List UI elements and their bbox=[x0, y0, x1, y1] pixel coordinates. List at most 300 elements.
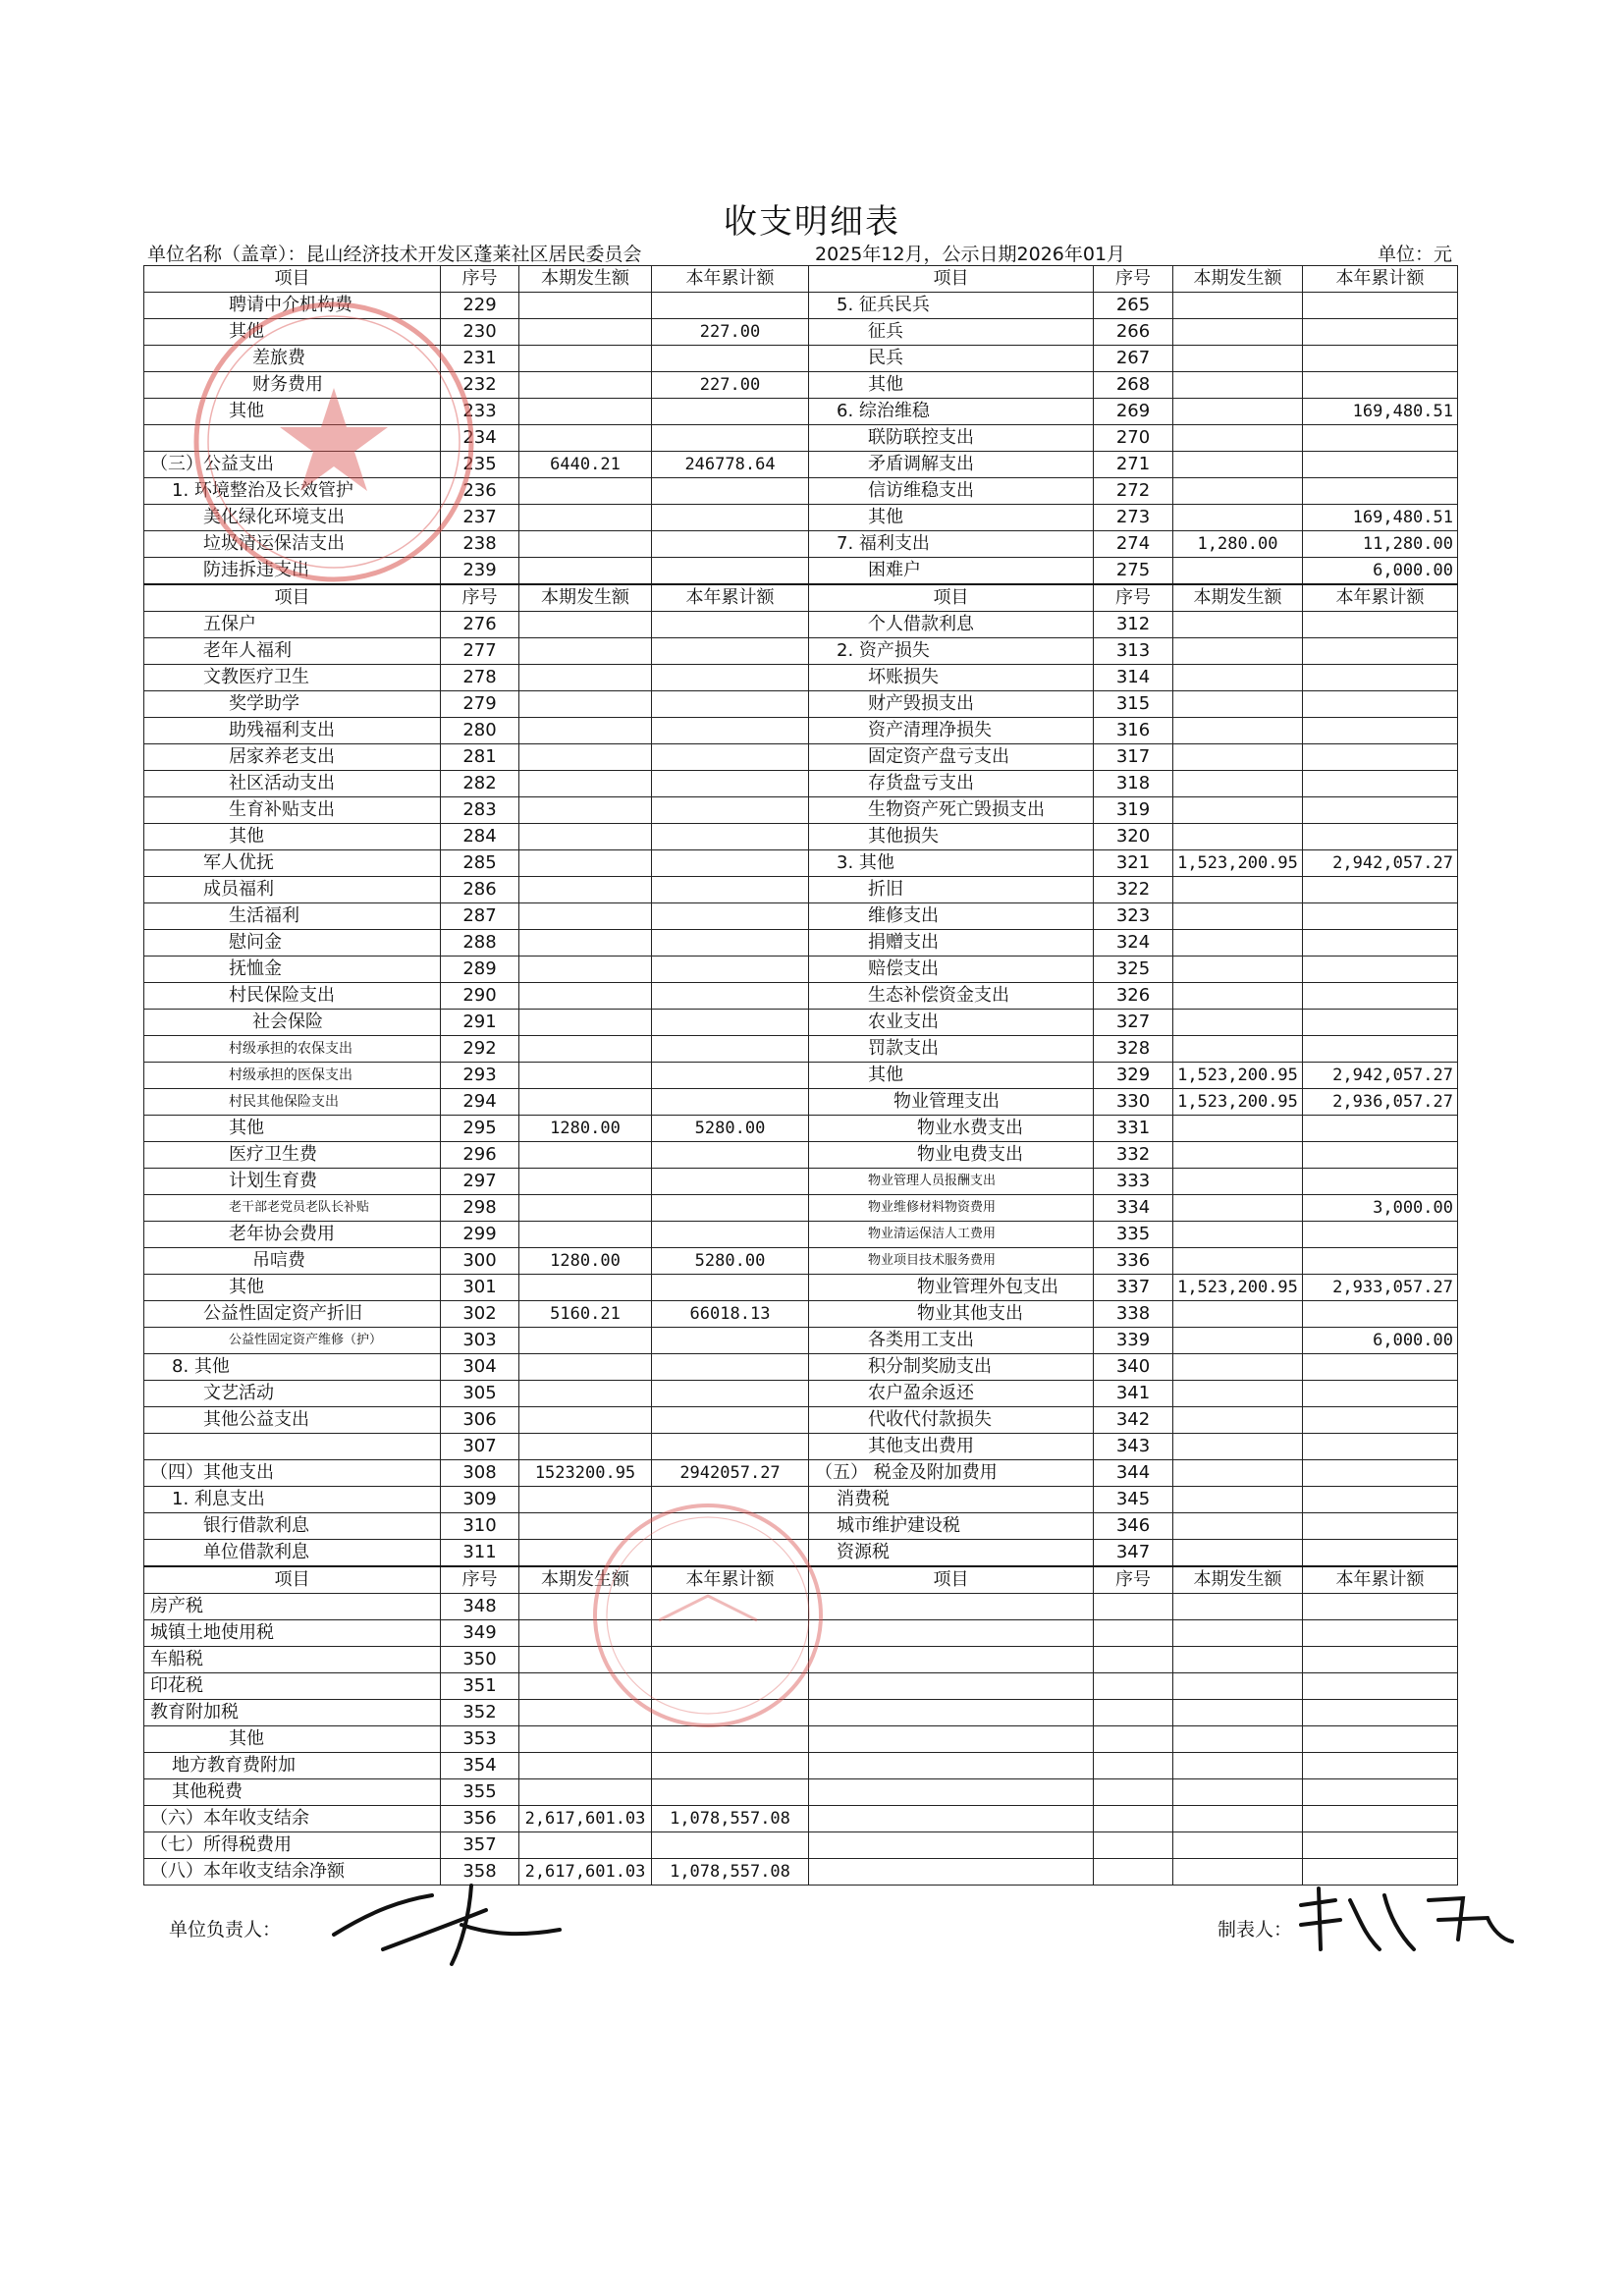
current-amount bbox=[1173, 1620, 1303, 1647]
item-number: 320 bbox=[1094, 824, 1173, 850]
item-name: 坏账损失 bbox=[809, 665, 1094, 691]
annual-amount bbox=[652, 1142, 809, 1169]
item-number: 336 bbox=[1094, 1248, 1173, 1275]
table-row bbox=[144, 1354, 1458, 1381]
item-name: 地方教育费附加 bbox=[144, 1753, 441, 1779]
item-number: 284 bbox=[441, 824, 519, 850]
item-name: 积分制奖励支出 bbox=[809, 1354, 1094, 1381]
item-number: 271 bbox=[1094, 452, 1173, 478]
annual-amount bbox=[652, 1434, 809, 1460]
annual-amount: 169,480.51 bbox=[1303, 505, 1458, 531]
current-amount: 1280.00 bbox=[519, 1116, 652, 1142]
current-amount bbox=[519, 319, 652, 346]
item-number bbox=[1094, 1700, 1173, 1726]
annual-amount bbox=[1303, 771, 1458, 797]
item-name: 折旧 bbox=[809, 877, 1094, 903]
table-row bbox=[144, 1116, 1458, 1142]
annual-amount bbox=[652, 1753, 809, 1779]
column-header: 本期发生额 bbox=[1173, 1566, 1303, 1594]
item-number: 234 bbox=[441, 425, 519, 452]
item-number: 337 bbox=[1094, 1275, 1173, 1301]
column-header: 序号 bbox=[1094, 1566, 1173, 1594]
item-number: 328 bbox=[1094, 1036, 1173, 1063]
annual-amount: 246778.64 bbox=[652, 452, 809, 478]
annual-amount bbox=[1303, 1620, 1458, 1647]
item-name: 个人借款利息 bbox=[809, 612, 1094, 638]
annual-amount: 2,942,057.27 bbox=[1303, 850, 1458, 877]
current-amount bbox=[519, 638, 652, 665]
item-name: 物业管理支出 bbox=[809, 1089, 1094, 1116]
current-amount bbox=[519, 1063, 652, 1089]
table-row bbox=[144, 1434, 1458, 1460]
item-number: 354 bbox=[441, 1753, 519, 1779]
item-name: 捐赠支出 bbox=[809, 930, 1094, 957]
annual-amount bbox=[652, 771, 809, 797]
annual-amount bbox=[652, 957, 809, 983]
item-name: （四）其他支出 bbox=[144, 1460, 441, 1487]
item-name: 村民保险支出 bbox=[144, 983, 441, 1010]
current-amount bbox=[519, 1354, 652, 1381]
item-number: 275 bbox=[1094, 558, 1173, 585]
current-amount bbox=[1173, 1806, 1303, 1832]
item-name bbox=[809, 1647, 1094, 1673]
annual-amount: 2,942,057.27 bbox=[1303, 1063, 1458, 1089]
item-name: 其他 bbox=[144, 1116, 441, 1142]
table-row bbox=[144, 957, 1458, 983]
item-number: 333 bbox=[1094, 1169, 1173, 1195]
item-name: 1. 利息支出 bbox=[144, 1487, 441, 1513]
item-name: 维修支出 bbox=[809, 903, 1094, 930]
item-number: 343 bbox=[1094, 1434, 1173, 1460]
current-amount bbox=[1173, 744, 1303, 771]
annual-amount bbox=[652, 505, 809, 531]
annual-amount bbox=[1303, 1832, 1458, 1859]
item-number: 311 bbox=[441, 1540, 519, 1567]
current-amount bbox=[519, 1673, 652, 1700]
item-name: 差旅费 bbox=[144, 346, 441, 372]
annual-amount bbox=[1303, 452, 1458, 478]
current-amount bbox=[519, 1089, 652, 1116]
item-name: 老干部老党员老队长补贴 bbox=[144, 1195, 441, 1222]
annual-amount bbox=[1303, 1859, 1458, 1886]
item-number: 332 bbox=[1094, 1142, 1173, 1169]
column-header: 序号 bbox=[441, 266, 519, 293]
item-number: 231 bbox=[441, 346, 519, 372]
current-amount: 2,617,601.03 bbox=[519, 1859, 652, 1886]
current-amount bbox=[1173, 903, 1303, 930]
item-number bbox=[1094, 1832, 1173, 1859]
column-header: 序号 bbox=[1094, 266, 1173, 293]
table-row bbox=[144, 1620, 1458, 1647]
item-name: 生物资产死亡毁损支出 bbox=[809, 797, 1094, 824]
item-number: 296 bbox=[441, 1142, 519, 1169]
current-amount bbox=[519, 1832, 652, 1859]
current-amount bbox=[519, 1195, 652, 1222]
item-number bbox=[1094, 1859, 1173, 1886]
annual-amount: 5280.00 bbox=[652, 1116, 809, 1142]
item-name: （三）公益支出 bbox=[144, 452, 441, 478]
item-name: 矛盾调解支出 bbox=[809, 452, 1094, 478]
annual-amount bbox=[1303, 425, 1458, 452]
item-number: 329 bbox=[1094, 1063, 1173, 1089]
current-amount bbox=[1173, 612, 1303, 638]
table-row bbox=[144, 1195, 1458, 1222]
item-name: 文教医疗卫生 bbox=[144, 665, 441, 691]
table-row bbox=[144, 903, 1458, 930]
column-header: 本期发生额 bbox=[519, 584, 652, 612]
item-number: 346 bbox=[1094, 1513, 1173, 1540]
current-amount bbox=[1173, 691, 1303, 718]
item-number: 341 bbox=[1094, 1381, 1173, 1407]
item-number bbox=[1094, 1620, 1173, 1647]
annual-amount bbox=[652, 1381, 809, 1407]
item-number: 277 bbox=[441, 638, 519, 665]
current-amount bbox=[519, 1540, 652, 1567]
annual-amount bbox=[1303, 877, 1458, 903]
current-amount bbox=[519, 718, 652, 744]
item-number: 236 bbox=[441, 478, 519, 505]
column-header: 项目 bbox=[809, 266, 1094, 293]
item-name: 成员福利 bbox=[144, 877, 441, 903]
current-amount: 1523200.95 bbox=[519, 1460, 652, 1487]
item-name: 美化绿化环境支出 bbox=[144, 505, 441, 531]
table-row bbox=[144, 665, 1458, 691]
current-amount bbox=[1173, 797, 1303, 824]
current-amount bbox=[1173, 293, 1303, 319]
annual-amount bbox=[652, 930, 809, 957]
current-amount: 5160.21 bbox=[519, 1301, 652, 1328]
item-name: 银行借款利息 bbox=[144, 1513, 441, 1540]
current-amount bbox=[519, 1036, 652, 1063]
item-number: 340 bbox=[1094, 1354, 1173, 1381]
item-number: 233 bbox=[441, 399, 519, 425]
annual-amount bbox=[652, 1647, 809, 1673]
item-number: 318 bbox=[1094, 771, 1173, 797]
column-header: 本年累计额 bbox=[1303, 584, 1458, 612]
item-number: 302 bbox=[441, 1301, 519, 1328]
annual-amount bbox=[1303, 372, 1458, 399]
column-header: 本年累计额 bbox=[1303, 266, 1458, 293]
column-header: 本期发生额 bbox=[519, 1566, 652, 1594]
item-number: 326 bbox=[1094, 983, 1173, 1010]
item-name: 城镇土地使用税 bbox=[144, 1620, 441, 1647]
item-name: 赔偿支出 bbox=[809, 957, 1094, 983]
current-amount bbox=[1173, 1460, 1303, 1487]
annual-amount bbox=[652, 1275, 809, 1301]
item-number: 334 bbox=[1094, 1195, 1173, 1222]
item-name: 印花税 bbox=[144, 1673, 441, 1700]
item-name: 物业其他支出 bbox=[809, 1301, 1094, 1328]
item-number: 229 bbox=[441, 293, 519, 319]
item-name: 其他 bbox=[809, 505, 1094, 531]
item-name: 资源税 bbox=[809, 1540, 1094, 1567]
item-number: 274 bbox=[1094, 531, 1173, 558]
item-number: 331 bbox=[1094, 1116, 1173, 1142]
current-amount bbox=[519, 1407, 652, 1434]
annual-amount bbox=[652, 665, 809, 691]
table-row bbox=[144, 1248, 1458, 1275]
item-number: 238 bbox=[441, 531, 519, 558]
item-name: 农户盈余返还 bbox=[809, 1381, 1094, 1407]
item-name: 物业维修材料物资费用 bbox=[809, 1195, 1094, 1222]
table-row bbox=[144, 1673, 1458, 1700]
current-amount bbox=[519, 372, 652, 399]
table-row bbox=[144, 1460, 1458, 1487]
item-name: 其他 bbox=[144, 1726, 441, 1753]
item-number: 315 bbox=[1094, 691, 1173, 718]
current-amount: 1,280.00 bbox=[1173, 531, 1303, 558]
current-amount: 1,523,200.95 bbox=[1173, 1063, 1303, 1089]
item-name: 村民其他保险支出 bbox=[144, 1089, 441, 1116]
annual-amount bbox=[652, 691, 809, 718]
item-number: 276 bbox=[441, 612, 519, 638]
annual-amount bbox=[652, 1010, 809, 1036]
item-number: 353 bbox=[441, 1726, 519, 1753]
current-amount bbox=[519, 558, 652, 585]
column-header: 本年累计额 bbox=[1303, 1566, 1458, 1594]
annual-amount bbox=[1303, 1407, 1458, 1434]
item-number: 239 bbox=[441, 558, 519, 585]
current-amount bbox=[1173, 1248, 1303, 1275]
table-row bbox=[144, 1513, 1458, 1540]
current-amount bbox=[1173, 452, 1303, 478]
table-row bbox=[144, 1806, 1458, 1832]
current-amount bbox=[1173, 1328, 1303, 1354]
annual-amount bbox=[1303, 1381, 1458, 1407]
current-amount bbox=[519, 1700, 652, 1726]
table-row bbox=[144, 425, 1458, 452]
current-amount bbox=[519, 1594, 652, 1620]
current-amount bbox=[519, 1513, 652, 1540]
item-number: 265 bbox=[1094, 293, 1173, 319]
item-name: （五） 税金及附加费用 bbox=[809, 1460, 1094, 1487]
current-amount bbox=[519, 425, 652, 452]
annual-amount: 227.00 bbox=[652, 319, 809, 346]
column-header-row bbox=[144, 266, 1458, 293]
annual-amount bbox=[652, 531, 809, 558]
current-amount bbox=[1173, 1753, 1303, 1779]
annual-amount bbox=[1303, 930, 1458, 957]
current-amount bbox=[1173, 1779, 1303, 1806]
table-row bbox=[144, 1036, 1458, 1063]
column-header: 项目 bbox=[144, 1566, 441, 1594]
annual-amount bbox=[1303, 691, 1458, 718]
annual-amount bbox=[1303, 1647, 1458, 1673]
item-number bbox=[1094, 1779, 1173, 1806]
annual-amount: 2942057.27 bbox=[652, 1460, 809, 1487]
item-number: 317 bbox=[1094, 744, 1173, 771]
item-number: 235 bbox=[441, 452, 519, 478]
item-number: 351 bbox=[441, 1673, 519, 1700]
current-amount bbox=[519, 1275, 652, 1301]
current-amount bbox=[519, 957, 652, 983]
item-number: 292 bbox=[441, 1036, 519, 1063]
annual-amount: 6,000.00 bbox=[1303, 558, 1458, 585]
annual-amount bbox=[652, 797, 809, 824]
item-name: 老年协会费用 bbox=[144, 1222, 441, 1248]
annual-amount bbox=[1303, 1169, 1458, 1195]
current-amount bbox=[1173, 1540, 1303, 1567]
item-name: 老年人福利 bbox=[144, 638, 441, 665]
column-header: 项目 bbox=[809, 584, 1094, 612]
current-amount bbox=[519, 478, 652, 505]
current-amount bbox=[519, 399, 652, 425]
annual-amount bbox=[1303, 665, 1458, 691]
current-amount bbox=[1173, 1169, 1303, 1195]
current-amount bbox=[519, 1487, 652, 1513]
table-row bbox=[144, 505, 1458, 531]
item-number: 237 bbox=[441, 505, 519, 531]
column-header: 项目 bbox=[144, 584, 441, 612]
item-name: 财务费用 bbox=[144, 372, 441, 399]
annual-amount bbox=[652, 346, 809, 372]
current-amount bbox=[519, 1726, 652, 1753]
item-number: 305 bbox=[441, 1381, 519, 1407]
item-name: 物业清运保洁人工费用 bbox=[809, 1222, 1094, 1248]
table-row bbox=[144, 1647, 1458, 1673]
annual-amount bbox=[1303, 903, 1458, 930]
current-amount bbox=[1173, 718, 1303, 744]
annual-amount bbox=[652, 1063, 809, 1089]
annual-amount bbox=[1303, 824, 1458, 850]
annual-amount bbox=[652, 478, 809, 505]
item-name: 财产毁损支出 bbox=[809, 691, 1094, 718]
item-name: 公益性固定资产折旧 bbox=[144, 1301, 441, 1328]
table-row bbox=[144, 877, 1458, 903]
current-amount bbox=[1173, 1407, 1303, 1434]
current-amount: 1,523,200.95 bbox=[1173, 1089, 1303, 1116]
annual-amount bbox=[652, 1513, 809, 1540]
item-number: 286 bbox=[441, 877, 519, 903]
item-name: 5. 征兵民兵 bbox=[809, 293, 1094, 319]
current-amount bbox=[1173, 505, 1303, 531]
item-name: 计划生育费 bbox=[144, 1169, 441, 1195]
annual-amount bbox=[652, 1354, 809, 1381]
annual-amount bbox=[652, 1594, 809, 1620]
table-row bbox=[144, 850, 1458, 877]
current-amount bbox=[1173, 1222, 1303, 1248]
preparer-label: 制表人： bbox=[1218, 1919, 1293, 1941]
current-amount bbox=[519, 797, 652, 824]
column-header: 序号 bbox=[441, 584, 519, 612]
item-number: 342 bbox=[1094, 1407, 1173, 1434]
annual-amount bbox=[652, 399, 809, 425]
column-header: 序号 bbox=[441, 1566, 519, 1594]
item-number: 304 bbox=[441, 1354, 519, 1381]
item-name: 其他支出费用 bbox=[809, 1434, 1094, 1460]
item-number: 308 bbox=[441, 1460, 519, 1487]
item-number: 294 bbox=[441, 1089, 519, 1116]
item-name bbox=[144, 1434, 441, 1460]
table-row bbox=[144, 1407, 1458, 1434]
current-amount bbox=[519, 1779, 652, 1806]
table-row bbox=[144, 1142, 1458, 1169]
item-name: 防违拆违支出 bbox=[144, 558, 441, 585]
table-row bbox=[144, 691, 1458, 718]
table-row bbox=[144, 1275, 1458, 1301]
current-amount bbox=[1173, 1859, 1303, 1886]
item-name bbox=[809, 1859, 1094, 1886]
item-name: 物业项目技术服务费用 bbox=[809, 1248, 1094, 1275]
item-name: 助残福利支出 bbox=[144, 718, 441, 744]
current-amount bbox=[519, 1434, 652, 1460]
item-number: 356 bbox=[441, 1806, 519, 1832]
current-amount bbox=[1173, 1434, 1303, 1460]
annual-amount bbox=[652, 1620, 809, 1647]
item-name: 社会保险 bbox=[144, 1010, 441, 1036]
item-name bbox=[809, 1806, 1094, 1832]
annual-amount bbox=[1303, 346, 1458, 372]
annual-amount bbox=[652, 425, 809, 452]
current-amount bbox=[1173, 1700, 1303, 1726]
column-header: 本期发生额 bbox=[1173, 266, 1303, 293]
current-amount bbox=[519, 983, 652, 1010]
annual-amount bbox=[652, 1487, 809, 1513]
item-name bbox=[809, 1753, 1094, 1779]
current-amount bbox=[1173, 1594, 1303, 1620]
current-amount bbox=[1173, 1647, 1303, 1673]
item-name: 教育附加税 bbox=[144, 1700, 441, 1726]
table-row bbox=[144, 1594, 1458, 1620]
item-name bbox=[809, 1726, 1094, 1753]
current-amount bbox=[1173, 1726, 1303, 1753]
item-name: 聘请中介机构费 bbox=[144, 293, 441, 319]
annual-amount bbox=[1303, 293, 1458, 319]
item-name: 村级承担的医保支出 bbox=[144, 1063, 441, 1089]
annual-amount bbox=[652, 1407, 809, 1434]
annual-amount bbox=[1303, 1301, 1458, 1328]
column-header: 本期发生额 bbox=[1173, 584, 1303, 612]
item-name: 生育补贴支出 bbox=[144, 797, 441, 824]
current-amount bbox=[519, 877, 652, 903]
table-row bbox=[144, 1301, 1458, 1328]
item-name: 其他 bbox=[144, 1275, 441, 1301]
column-header: 序号 bbox=[1094, 584, 1173, 612]
item-number: 279 bbox=[441, 691, 519, 718]
item-name: 生活福利 bbox=[144, 903, 441, 930]
table-row bbox=[144, 1779, 1458, 1806]
item-name: 慰问金 bbox=[144, 930, 441, 957]
annual-amount: 1,078,557.08 bbox=[652, 1806, 809, 1832]
ledger-sheet bbox=[143, 265, 1457, 1919]
item-number bbox=[1094, 1647, 1173, 1673]
column-header: 项目 bbox=[809, 1566, 1094, 1594]
column-header: 项目 bbox=[144, 266, 441, 293]
current-amount bbox=[519, 1328, 652, 1354]
annual-amount bbox=[1303, 1753, 1458, 1779]
item-name: 其他 bbox=[809, 1063, 1094, 1089]
annual-amount bbox=[1303, 1036, 1458, 1063]
item-number: 267 bbox=[1094, 346, 1173, 372]
item-name: 消费税 bbox=[809, 1487, 1094, 1513]
item-number: 290 bbox=[441, 983, 519, 1010]
item-number: 297 bbox=[441, 1169, 519, 1195]
annual-amount bbox=[652, 1540, 809, 1567]
annual-amount bbox=[652, 903, 809, 930]
item-number: 357 bbox=[441, 1832, 519, 1859]
current-amount: 1280.00 bbox=[519, 1248, 652, 1275]
item-name: 公益性固定资产维修（护） bbox=[144, 1328, 441, 1354]
table-row bbox=[144, 1089, 1458, 1116]
annual-amount bbox=[1303, 1354, 1458, 1381]
column-header-row bbox=[144, 1566, 1458, 1594]
item-name: 信访维稳支出 bbox=[809, 478, 1094, 505]
item-name: 村级承担的农保支出 bbox=[144, 1036, 441, 1063]
item-name: 房产税 bbox=[144, 1594, 441, 1620]
item-name: 民兵 bbox=[809, 346, 1094, 372]
item-name: 其他 bbox=[809, 372, 1094, 399]
current-amount bbox=[519, 612, 652, 638]
